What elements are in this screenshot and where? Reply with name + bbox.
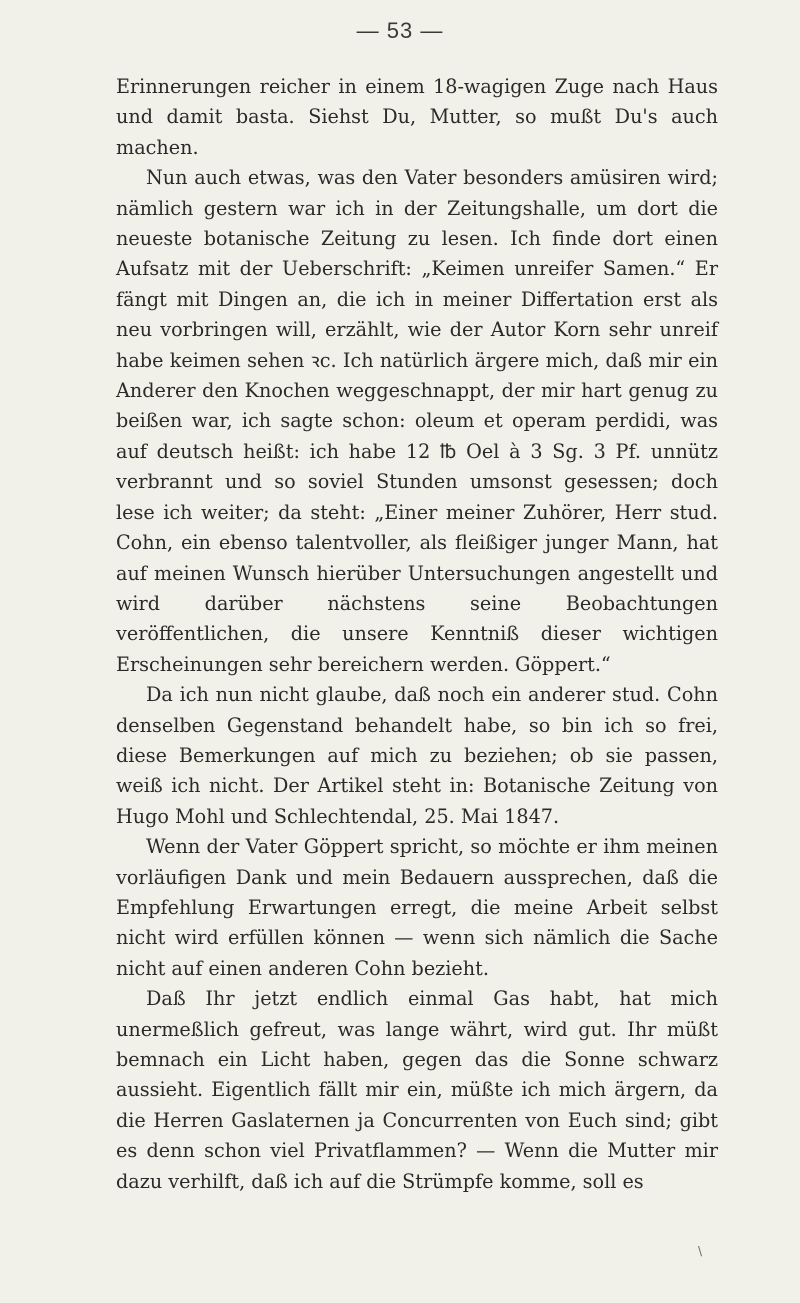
paragraph-1: Erinnerungen reicher in einem 18-wagigen Zuge nach Haus und damit basta. Siehst Du, Mutter, so mußt Du's auch machen. <box>116 75 718 159</box>
paragraph-4: Wenn der Vater Göppert spricht, so möchte er ihm meinen vorläufigen Dank und mein Bedauern aussprechen, daß die Empfehlung Erwartungen erregt, die meine Arbeit selbst nicht wird erfüllen können — wenn sich nämlich die Sache nicht auf einen anderen Cohn bezieht. <box>116 835 718 980</box>
paragraph-2: Nun auch etwas, was den Vater besonders amüsiren wird; nämlich gestern war ich in der Zeitungshalle, um dort die neueste botanische Zeitung zu lesen. Ich finde dort einen Aufsatz mit der Ueberschrift: „Keimen unreifer Samen.“ Er fängt mit Dingen an, die ich in meiner Differtation erst als neu vorbringen will, erzählt, wie der Autor Korn sehr unreif habe keimen sehen ꝛc. Ich natürlich ärgere mich, daß mir ein Anderer den Knochen weggeschnappt, der mir hart genug zu beißen war, ich sagte schon: oleum et operam perdidi, was auf deutsch heißt: ich habe 12 ℔ Oel à 3 Sg. 3 Pf. unnütz verbrannt und so soviel Stunden umsonst gesessen; doch lese ich weiter; da steht: „Einer meiner Zuhörer, Herr stud. Cohn, ein ebenso talentvoller, als fleißiger junger Mann, hat auf meinen Wunsch hierüber Untersuchungen angestellt und wird darüber nächstens seine Beobachtungen veröffentlichen, die unsere Kenntniß dieser wichtigen Erscheinungen sehr bereichern werden. Göppert.“ <box>116 166 718 676</box>
page-number: — 53 — <box>0 18 800 44</box>
paragraph-3: Da ich nun nicht glaube, daß noch ein anderer stud. Cohn denselben Gegenstand behandelt habe, so bin ich so frei, diese Bemerkungen auf mich zu beziehen; ob sie passen, weiß ich nicht. Der Artikel steht in: Botanische Zeitung von Hugo Mohl und Schlechtendal, 25. Mai 1847. <box>116 683 718 828</box>
stray-mark: \ <box>698 1244 703 1258</box>
letter-text <box>116 72 718 1197</box>
paragraph-5: Daß Ihr jetzt endlich einmal Gas habt, hat mich unermeßlich gefreut, was lange währt, wird gut. Ihr müßt bemnach ein Licht haben, gegen das die Sonne schwarz aussieht. Eigentlich fällt mir ein, müßte ich mich ärgern, da die Herren Gaslaternen ja Concurrenten von Euch sind; gibt es denn schon viel Privatflammen? — Wenn die Mutter mir dazu verhilft, daß ich auf die Strümpfe komme, soll es <box>116 987 718 1193</box>
